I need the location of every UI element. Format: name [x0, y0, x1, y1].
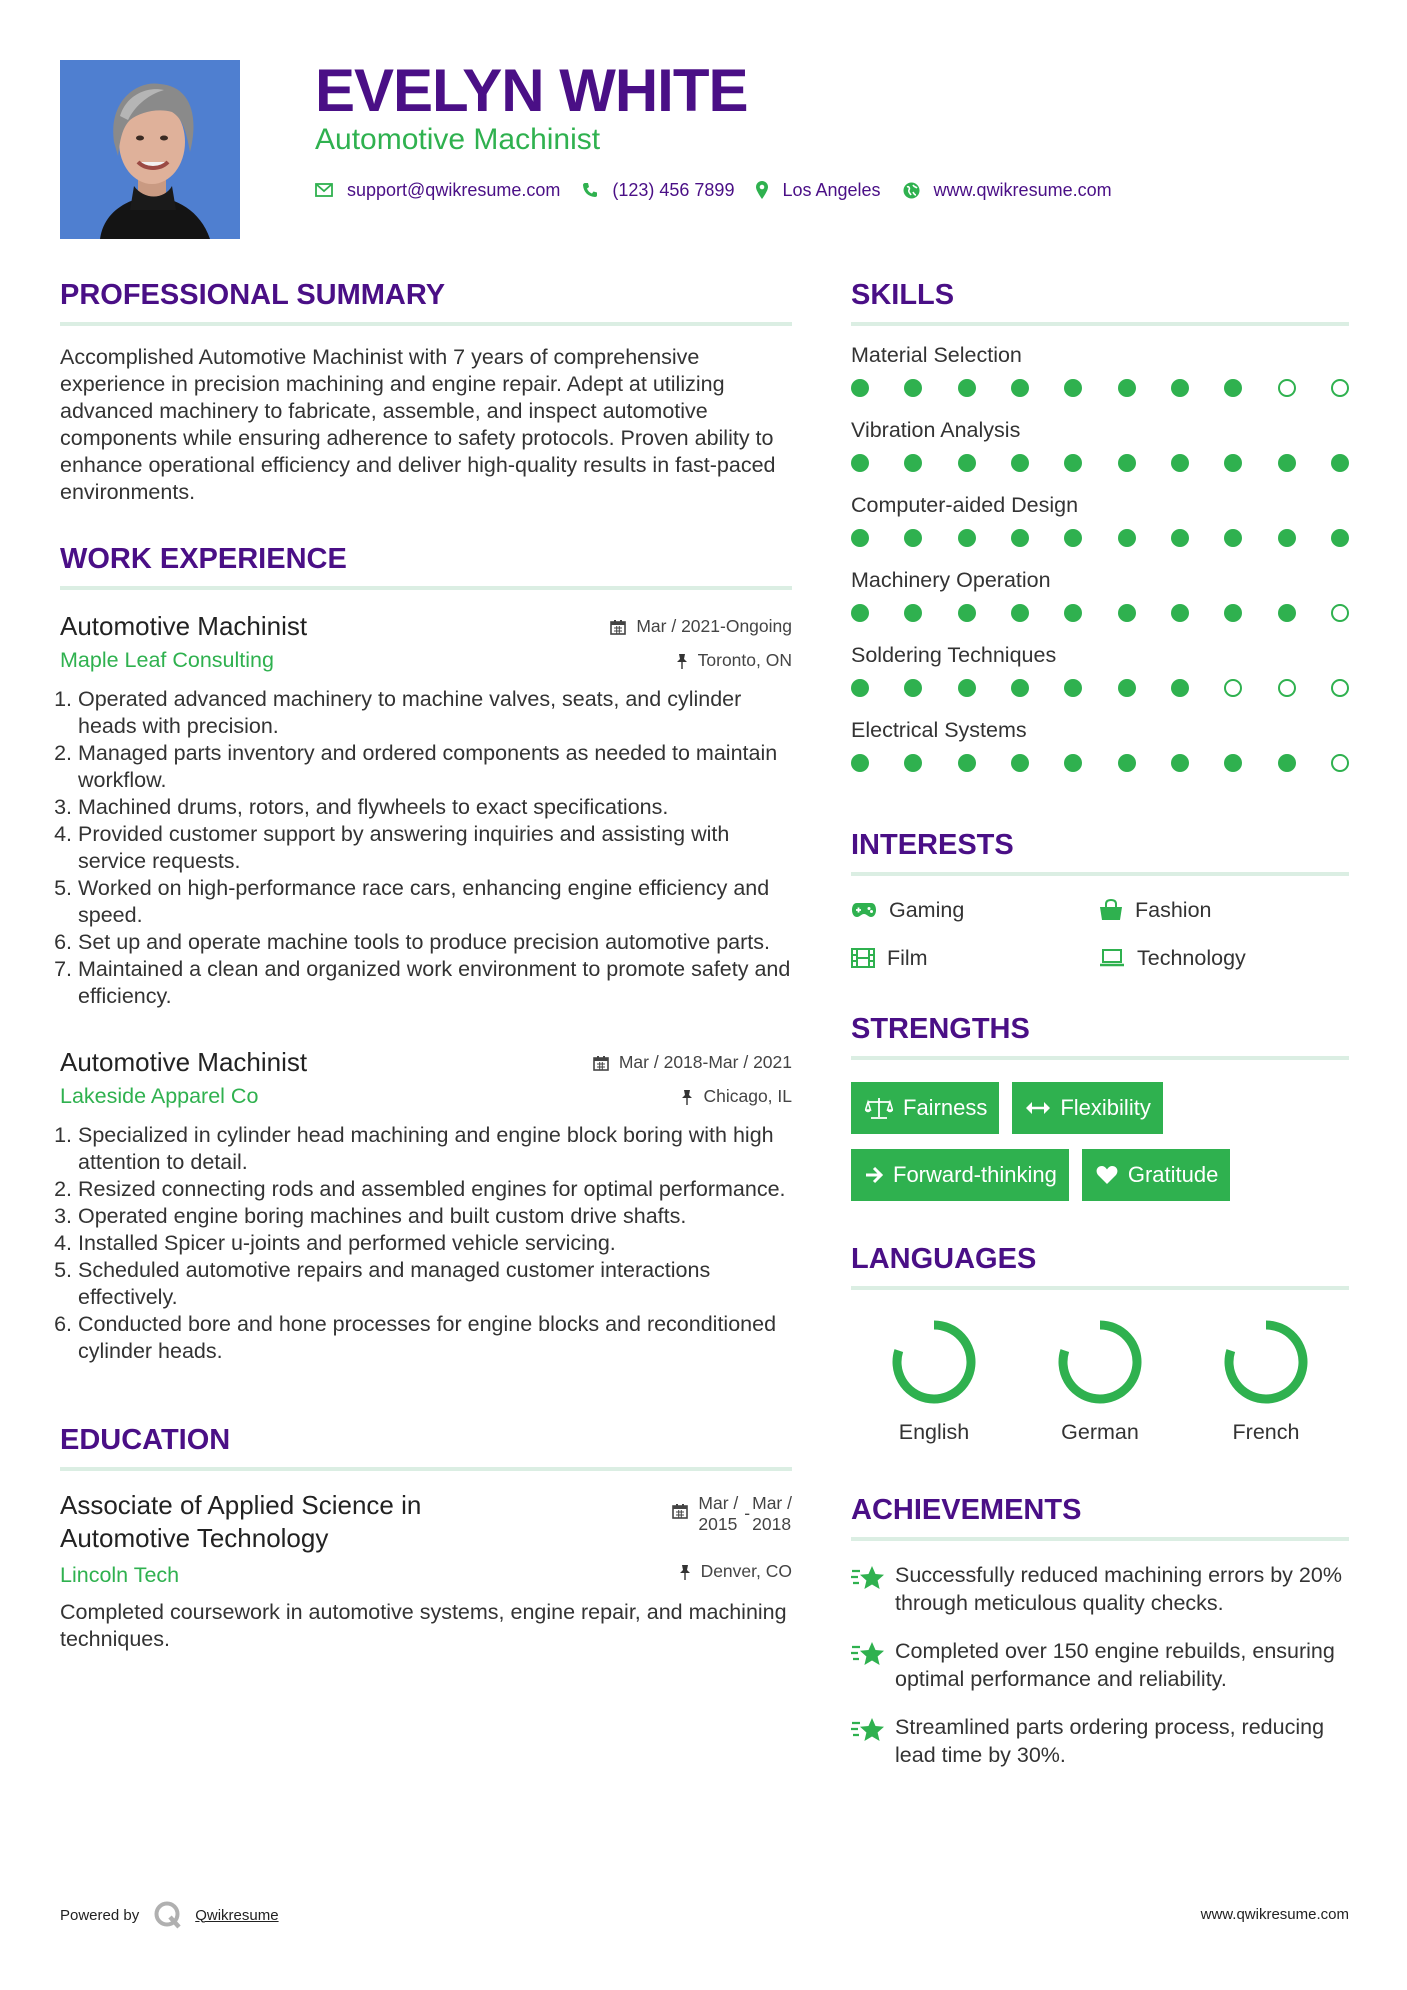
interest-item: Fashion	[1099, 898, 1349, 922]
rating-dot-filled	[1171, 529, 1189, 547]
language-item	[851, 1316, 1017, 1445]
list-item: 4. Provided customer support by answering inquiries and assisting with service requests.	[78, 821, 792, 875]
list-item: 2. Resized connecting rods and assembled engines for optimal performance.	[78, 1176, 792, 1203]
skill-rating	[851, 754, 1349, 772]
rating-dot-filled	[958, 454, 976, 472]
job-title: Automotive Machinist	[60, 611, 308, 641]
skill-name: Material Selection	[851, 343, 1022, 367]
rating-dot-filled	[851, 754, 869, 772]
list-item: 1. Operated advanced machinery to machine valves, seats, and cylinder heads with precision.	[78, 686, 792, 740]
star-award-icon	[851, 1637, 895, 1693]
skill-row	[851, 492, 1349, 567]
language-name: French	[1232, 1420, 1300, 1444]
rating-dot-empty	[1331, 379, 1349, 397]
job-bullets	[60, 686, 792, 1010]
rating-dot-filled	[1064, 454, 1082, 472]
rating-dot-filled	[1278, 604, 1296, 622]
rating-dot-filled	[1064, 679, 1082, 697]
rating-dot-filled	[1011, 529, 1029, 547]
pushpin-icon	[679, 1564, 691, 1580]
rating-dot-filled	[1011, 679, 1029, 697]
rating-dot-filled	[1118, 529, 1136, 547]
skill-name: Electrical Systems	[851, 718, 1027, 742]
language-item	[1017, 1316, 1183, 1445]
rating-dot-filled	[958, 754, 976, 772]
section-divider	[851, 1537, 1349, 1541]
achievements-list	[851, 1561, 1349, 1769]
job-dates: Mar / 2021-Ongoing	[610, 616, 792, 637]
rating-dot-filled	[1011, 379, 1029, 397]
achievement-item	[851, 1561, 1349, 1617]
rating-dot-filled	[1118, 754, 1136, 772]
rating-dot-filled	[851, 379, 869, 397]
list-item: 5. Worked on high-performance race cars, enhancing engine efficiency and speed.	[78, 875, 792, 929]
summary-section	[60, 278, 792, 506]
rating-dot-filled	[851, 454, 869, 472]
language-proficiency-ring	[888, 1316, 980, 1408]
rating-dot-filled	[1331, 529, 1349, 547]
pushpin-icon	[676, 653, 688, 669]
heart-icon	[1096, 1165, 1118, 1185]
rating-dot-filled	[1011, 454, 1029, 472]
envelope-icon	[315, 183, 333, 197]
footer-powered-by: Powered by Qwikresume	[60, 1900, 279, 1930]
language-name: English	[898, 1420, 970, 1444]
skills-heading: SKILLS	[851, 279, 955, 311]
rating-dot-filled	[1171, 604, 1189, 622]
rating-dot-filled	[1064, 754, 1082, 772]
strengths-heading: STRENGTHS	[851, 1013, 1030, 1045]
location-text: Los Angeles	[782, 179, 881, 200]
rating-dot-filled	[1064, 379, 1082, 397]
rating-dot-filled	[1171, 679, 1189, 697]
achievement-text: Completed over 150 engine rebuilds, ensuring optimal performance and reliability.	[895, 1639, 1335, 1691]
skill-name: Soldering Techniques	[851, 643, 1057, 667]
rating-dot-filled	[1118, 604, 1136, 622]
shopping-bag-icon	[1099, 899, 1123, 921]
right-column	[851, 278, 1349, 1769]
education-heading: EDUCATION	[60, 1424, 231, 1456]
section-divider	[851, 1286, 1349, 1290]
list-item: 3. Operated engine boring machines and built custom drive shafts.	[78, 1203, 792, 1230]
job-dates: Mar / 2018-Mar / 2021	[593, 1052, 792, 1073]
film-icon	[851, 948, 875, 968]
contact-location	[756, 180, 880, 201]
experience-section	[60, 542, 792, 1365]
rating-dot-filled	[958, 679, 976, 697]
rating-dot-filled	[1224, 454, 1242, 472]
globe-icon	[903, 182, 920, 199]
interests-heading: INTERESTS	[851, 829, 1014, 861]
language-item	[1183, 1316, 1349, 1445]
email-text: support@qwikresume.com	[347, 179, 561, 200]
rating-dot-filled	[958, 379, 976, 397]
skill-row	[851, 642, 1349, 717]
strengths-section	[851, 1012, 1349, 1216]
rating-dot-filled	[1171, 379, 1189, 397]
achievement-text: Streamlined parts ordering process, reducing lead time by 30%.	[895, 1715, 1325, 1767]
summary-text: Accomplished Automotive Machinist with 7 years of comprehensive experience in precision machining and engine repair. Adept at utilizing advanced machinery to fabricate, assemble, and inspect automotive components while ensuring adherence to safety protocols. Proven ability to enhance operational efficiency and deliver high-quality results in fast-paced environments.	[60, 345, 776, 504]
skill-rating	[851, 604, 1349, 622]
phone-text: (123) 456 7899	[612, 179, 735, 200]
qwikresume-link[interactable]: Qwikresume	[195, 1906, 279, 1924]
education-section	[60, 1423, 792, 1653]
phone-icon	[582, 182, 598, 198]
balance-scale-icon	[865, 1097, 893, 1119]
skill-rating	[851, 529, 1349, 547]
rating-dot-filled	[851, 529, 869, 547]
rating-dot-filled	[1171, 454, 1189, 472]
rating-dot-filled	[904, 604, 922, 622]
rating-dot-empty	[1278, 679, 1296, 697]
skill-name: Machinery Operation	[851, 568, 1051, 592]
languages-heading: LANGUAGES	[851, 1243, 1037, 1275]
achievements-section	[851, 1493, 1349, 1769]
rating-dot-filled	[1331, 454, 1349, 472]
rating-dot-filled	[958, 529, 976, 547]
rating-dot-filled	[904, 679, 922, 697]
skill-row	[851, 342, 1349, 417]
contact-bar	[315, 178, 1134, 202]
candidate-title: Automotive Machinist	[315, 123, 601, 156]
qwikresume-logo-icon	[153, 1900, 183, 1930]
experience-heading: WORK EXPERIENCE	[60, 543, 347, 575]
rating-dot-filled	[1118, 454, 1136, 472]
summary-heading: PROFESSIONAL SUMMARY	[60, 279, 446, 311]
profile-photo	[60, 60, 240, 239]
rating-dot-filled	[1064, 604, 1082, 622]
rating-dot-filled	[904, 529, 922, 547]
contact-email[interactable]	[315, 180, 560, 201]
job-location: Toronto, ON	[676, 650, 792, 671]
section-divider	[60, 322, 792, 326]
list-item: 2. Managed parts inventory and ordered components as needed to maintain workflow.	[78, 740, 792, 794]
rating-dot-filled	[1278, 454, 1296, 472]
education-school: Lincoln Tech	[60, 1563, 180, 1587]
rating-dot-empty	[1331, 679, 1349, 697]
job-bullets	[60, 1122, 792, 1365]
education-dates: Mar / 2015 - Mar / 2018	[672, 1493, 792, 1535]
section-divider	[60, 586, 792, 590]
rating-dot-filled	[904, 754, 922, 772]
skill-name: Computer-aided Design	[851, 493, 1079, 517]
rating-dot-empty	[1278, 379, 1296, 397]
rating-dot-filled	[851, 679, 869, 697]
skill-rating	[851, 454, 1349, 472]
map-marker-icon	[756, 181, 768, 199]
star-award-icon	[851, 1561, 895, 1617]
rating-dot-filled	[1118, 679, 1136, 697]
language-arc	[1229, 1325, 1303, 1399]
section-divider	[60, 1467, 792, 1471]
contact-website[interactable]	[903, 180, 1112, 201]
job-entry	[60, 1046, 792, 1365]
list-item: 3. Machined drums, rotors, and flywheels to exact specifications.	[78, 794, 792, 821]
website-text: www.qwikresume.com	[933, 179, 1112, 200]
rating-dot-empty	[1331, 754, 1349, 772]
rating-dot-filled	[904, 379, 922, 397]
candidate-name: EVELYN WHITE	[315, 57, 748, 124]
strength-tag: Gratitude	[1082, 1149, 1231, 1201]
skill-name: Vibration Analysis	[851, 418, 1021, 442]
rating-dot-empty	[1224, 679, 1242, 697]
achievement-text: Successfully reduced machining errors by 20% through meticulous quality checks.	[895, 1563, 1342, 1615]
rating-dot-filled	[1224, 379, 1242, 397]
footer-website[interactable]: www.qwikresume.com	[1200, 1906, 1349, 1923]
skill-row	[851, 717, 1349, 792]
language-name: German	[1061, 1420, 1139, 1444]
job-entry	[60, 610, 792, 1010]
list-item: 6. Set up and operate machine tools to produce precision automotive parts.	[78, 929, 792, 956]
achievement-item	[851, 1713, 1349, 1769]
achievements-heading: ACHIEVEMENTS	[851, 1494, 1082, 1526]
rating-dot-filled	[1224, 529, 1242, 547]
language-proficiency-ring	[1054, 1316, 1146, 1408]
arrows-horizontal-icon	[1026, 1101, 1050, 1115]
rating-dot-filled	[1064, 529, 1082, 547]
list-item: 1. Specialized in cylinder head machining and engine block boring with high attention to detail.	[78, 1122, 792, 1176]
skills-section	[851, 278, 1349, 792]
education-degree: Associate of Applied Science in Automotive Technology	[60, 1490, 422, 1553]
education-description: Completed coursework in automotive systems, engine repair, and machining techniques.	[60, 1600, 787, 1651]
strengths-list	[851, 1082, 1349, 1216]
interest-item: Technology	[1099, 946, 1349, 970]
section-divider	[851, 322, 1349, 326]
skill-row	[851, 567, 1349, 642]
rating-dot-filled	[1011, 604, 1029, 622]
job-company: Maple Leaf Consulting	[60, 648, 274, 672]
arrow-right-icon	[865, 1166, 883, 1184]
interests-list	[851, 898, 1349, 970]
language-proficiency-ring	[1220, 1316, 1312, 1408]
calendar-icon	[610, 619, 626, 635]
section-divider	[851, 1056, 1349, 1060]
job-location: Chicago, IL	[681, 1086, 792, 1107]
laptop-icon	[1099, 949, 1125, 967]
star-award-icon	[851, 1713, 895, 1769]
pushpin-icon	[681, 1089, 693, 1105]
gamepad-icon	[851, 902, 877, 918]
rating-dot-filled	[1224, 754, 1242, 772]
skill-rating	[851, 379, 1349, 397]
list-item: 4. Installed Spicer u-joints and performed vehicle servicing.	[78, 1230, 792, 1257]
skills-list	[851, 342, 1349, 792]
education-location: Denver, CO	[679, 1561, 792, 1582]
rating-dot-empty	[1331, 604, 1349, 622]
achievement-item	[851, 1637, 1349, 1693]
skill-row	[851, 417, 1349, 492]
rating-dot-filled	[958, 604, 976, 622]
languages-section	[851, 1242, 1349, 1445]
job-title: Automotive Machinist	[60, 1047, 308, 1077]
list-item: 7. Maintained a clean and organized work environment to promote safety and efficiency.	[78, 956, 792, 1010]
strength-tag: Flexibility	[1012, 1082, 1162, 1134]
section-divider	[851, 872, 1349, 876]
rating-dot-filled	[904, 454, 922, 472]
left-column	[60, 278, 792, 1653]
rating-dot-filled	[1278, 754, 1296, 772]
strength-tag: Forward-thinking	[851, 1149, 1069, 1201]
skill-rating	[851, 679, 1349, 697]
rating-dot-filled	[1224, 604, 1242, 622]
rating-dot-filled	[851, 604, 869, 622]
rating-dot-filled	[1011, 754, 1029, 772]
rating-dot-filled	[1118, 379, 1136, 397]
language-arc	[1063, 1325, 1137, 1399]
calendar-icon	[672, 1503, 688, 1519]
strength-tag: Fairness	[851, 1082, 999, 1134]
list-item: 6. Conducted bore and hone processes for engine blocks and reconditioned cylinder heads.	[78, 1311, 792, 1365]
rating-dot-filled	[1171, 754, 1189, 772]
job-company: Lakeside Apparel Co	[60, 1084, 259, 1108]
interest-item: Film	[851, 946, 1099, 970]
contact-phone[interactable]	[582, 180, 734, 201]
list-item: 5. Scheduled automotive repairs and managed customer interactions effectively.	[78, 1257, 792, 1311]
languages-list	[851, 1316, 1349, 1445]
education-entry	[60, 1489, 792, 1653]
rating-dot-filled	[1278, 529, 1296, 547]
interests-section	[851, 828, 1349, 970]
interest-item: Gaming	[851, 898, 1099, 922]
language-arc	[897, 1325, 971, 1399]
calendar-icon	[593, 1055, 609, 1071]
